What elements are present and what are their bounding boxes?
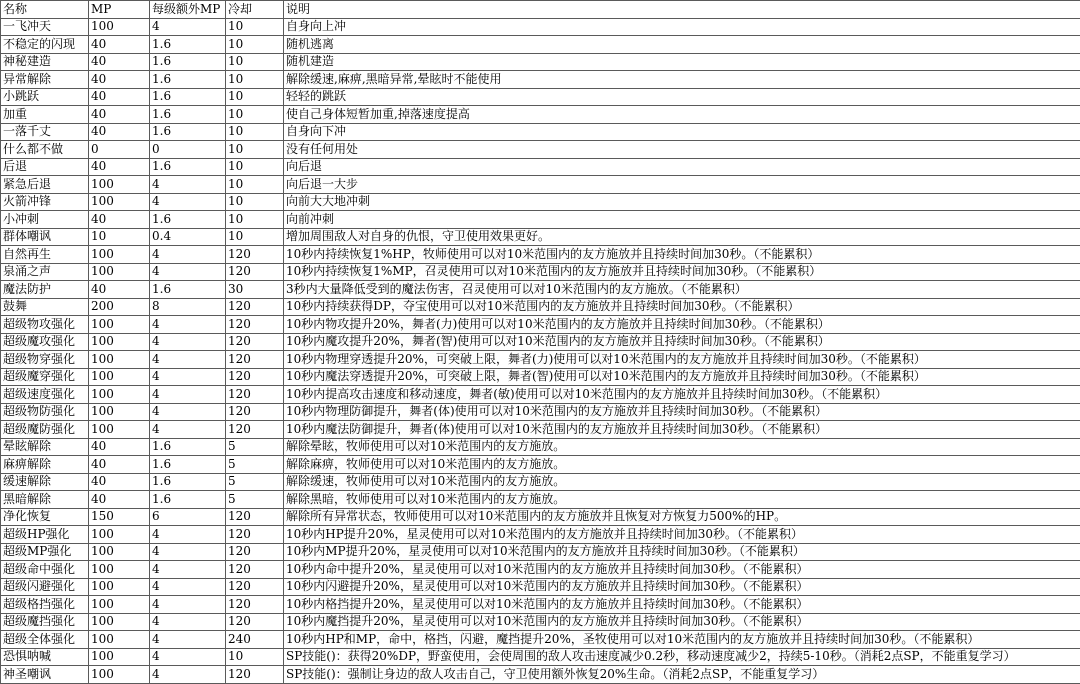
header-mp: MP bbox=[89, 1, 150, 19]
cell-cooldown: 10 bbox=[226, 88, 284, 106]
cell-extra-mp: 4 bbox=[150, 596, 226, 614]
cell-extra-mp: 6 bbox=[150, 508, 226, 526]
cell-name: 群体嘲讽 bbox=[1, 228, 89, 246]
cell-extra-mp: 4 bbox=[150, 316, 226, 334]
cell-extra-mp: 4 bbox=[150, 648, 226, 666]
cell-cooldown: 10 bbox=[226, 193, 284, 211]
cell-name: 什么都不做 bbox=[1, 141, 89, 159]
cell-name: 加重 bbox=[1, 106, 89, 124]
cell-name: 超级物攻强化 bbox=[1, 316, 89, 334]
cell-mp: 100 bbox=[89, 631, 150, 649]
table-row bbox=[1, 526, 1080, 544]
cell-extra-mp: 1.6 bbox=[150, 53, 226, 71]
table-row bbox=[1, 368, 1080, 386]
cell-name: 火箭冲锋 bbox=[1, 193, 89, 211]
table-row bbox=[1, 403, 1080, 421]
cell-cooldown: 10 bbox=[226, 36, 284, 54]
cell-cooldown: 10 bbox=[226, 176, 284, 194]
cell-cooldown: 120 bbox=[226, 351, 284, 369]
cell-name: 异常解除 bbox=[1, 71, 89, 89]
cell-cooldown: 5 bbox=[226, 473, 284, 491]
cell-description: 解除缓速，牧师使用可以对10米范围内的友方施放。 bbox=[284, 473, 1080, 491]
cell-mp: 40 bbox=[89, 158, 150, 176]
cell-name: 神圣嘲讽 bbox=[1, 666, 89, 684]
table-row bbox=[1, 18, 1080, 36]
cell-mp: 200 bbox=[89, 298, 150, 316]
cell-description: 10秒内物理穿透提升20%，可突破上限，舞者(力)使用可以对10米范围内的友方施放并且持续时间加30秒。（不能累积） bbox=[284, 351, 1080, 369]
table-row bbox=[1, 386, 1080, 404]
cell-description: 向后退 bbox=[284, 158, 1080, 176]
cell-cooldown: 5 bbox=[226, 456, 284, 474]
cell-mp: 100 bbox=[89, 263, 150, 281]
cell-name: 超级魔挡强化 bbox=[1, 613, 89, 631]
cell-mp: 100 bbox=[89, 246, 150, 264]
cell-cooldown: 10 bbox=[226, 71, 284, 89]
table-row bbox=[1, 351, 1080, 369]
cell-description: 10秒内魔攻提升20%，舞者(智)使用可以对10米范围内的友方施放并且持续时间加30秒。（不能累积） bbox=[284, 333, 1080, 351]
cell-extra-mp: 1.6 bbox=[150, 123, 226, 141]
cell-extra-mp: 1.6 bbox=[150, 211, 226, 229]
cell-mp: 40 bbox=[89, 281, 150, 299]
cell-cooldown: 120 bbox=[226, 316, 284, 334]
cell-extra-mp: 4 bbox=[150, 631, 226, 649]
cell-description: 向后退一大步 bbox=[284, 176, 1080, 194]
table-row bbox=[1, 473, 1080, 491]
cell-extra-mp: 4 bbox=[150, 561, 226, 579]
cell-mp: 40 bbox=[89, 106, 150, 124]
cell-description: 10秒内物理防御提升，舞者(体)使用可以对10米范围内的友方施放并且持续时间加30秒。（不能累积） bbox=[284, 403, 1080, 421]
cell-description: 10秒内持续获得DP，夺宝使用可以对10米范围内的友方施放并且持续时间加30秒。（不能累积） bbox=[284, 298, 1080, 316]
cell-mp: 40 bbox=[89, 211, 150, 229]
cell-name: 超级HP强化 bbox=[1, 526, 89, 544]
table-row bbox=[1, 438, 1080, 456]
cell-cooldown: 120 bbox=[226, 543, 284, 561]
cell-description: 10秒内HP和MP，命中，格挡，闪避，魔挡提升20%，圣牧使用可以对10米范围内的友方施放并且持续时间加30秒。（不能累积） bbox=[284, 631, 1080, 649]
cell-mp: 40 bbox=[89, 36, 150, 54]
cell-extra-mp: 4 bbox=[150, 578, 226, 596]
cell-mp: 40 bbox=[89, 473, 150, 491]
cell-name: 神秘建造 bbox=[1, 53, 89, 71]
cell-description: 向前大大地冲刺 bbox=[284, 193, 1080, 211]
cell-extra-mp: 4 bbox=[150, 543, 226, 561]
cell-cooldown: 120 bbox=[226, 368, 284, 386]
cell-name: 超级魔穿强化 bbox=[1, 368, 89, 386]
cell-name: 晕眩解除 bbox=[1, 438, 89, 456]
cell-extra-mp: 4 bbox=[150, 421, 226, 439]
cell-name: 超级闪避强化 bbox=[1, 578, 89, 596]
cell-mp: 10 bbox=[89, 228, 150, 246]
cell-description: 10秒内MP提升20%，星灵使用可以对10米范围内的友方施放并且持续时间加30秒。（不能累积） bbox=[284, 543, 1080, 561]
cell-mp: 100 bbox=[89, 193, 150, 211]
table-row bbox=[1, 316, 1080, 334]
cell-cooldown: 10 bbox=[226, 141, 284, 159]
cell-extra-mp: 4 bbox=[150, 176, 226, 194]
table-row bbox=[1, 176, 1080, 194]
table-row bbox=[1, 36, 1080, 54]
cell-mp: 100 bbox=[89, 403, 150, 421]
cell-extra-mp: 4 bbox=[150, 666, 226, 684]
cell-description: SP技能()：强制让身边的敌人攻击自己，守卫使用额外恢复20%生命。（消耗2点SP，不能重复学习） bbox=[284, 666, 1080, 684]
cell-description: 10秒内物攻提升20%，舞者(力)使用可以对10米范围内的友方施放并且持续时间加30秒。（不能累积） bbox=[284, 316, 1080, 334]
cell-mp: 100 bbox=[89, 561, 150, 579]
cell-name: 超级命中强化 bbox=[1, 561, 89, 579]
cell-extra-mp: 1.6 bbox=[150, 491, 226, 509]
cell-mp: 40 bbox=[89, 438, 150, 456]
cell-mp: 100 bbox=[89, 613, 150, 631]
table-row bbox=[1, 631, 1080, 649]
cell-mp: 100 bbox=[89, 578, 150, 596]
cell-name: 超级魔攻强化 bbox=[1, 333, 89, 351]
cell-name: 泉涌之声 bbox=[1, 263, 89, 281]
header-extra-mp: 每级额外MP bbox=[150, 1, 226, 19]
cell-description: 随机建造 bbox=[284, 53, 1080, 71]
cell-mp: 100 bbox=[89, 316, 150, 334]
cell-cooldown: 120 bbox=[226, 386, 284, 404]
cell-name: 麻痹解除 bbox=[1, 456, 89, 474]
cell-cooldown: 10 bbox=[226, 53, 284, 71]
cell-extra-mp: 8 bbox=[150, 298, 226, 316]
cell-description: 没有任何用处 bbox=[284, 141, 1080, 159]
table-row bbox=[1, 228, 1080, 246]
cell-mp: 40 bbox=[89, 123, 150, 141]
cell-description: 使自己身体短暂加重,掉落速度提高 bbox=[284, 106, 1080, 124]
cell-name: 自然再生 bbox=[1, 246, 89, 264]
cell-description: 3秒内大量降低受到的魔法伤害，召灵使用可以对10米范围内的友方施放。（不能累积） bbox=[284, 281, 1080, 299]
table-row bbox=[1, 71, 1080, 89]
cell-cooldown: 10 bbox=[226, 648, 284, 666]
cell-description: 自身向下冲 bbox=[284, 123, 1080, 141]
cell-cooldown: 10 bbox=[226, 211, 284, 229]
cell-description: SP技能()：获得20%DP，野蛮使用，会使周围的敌人攻击速度减少0.2秒，移动速度减少2，持续5-10秒。（消耗2点SP，不能重复学习） bbox=[284, 648, 1080, 666]
table-row bbox=[1, 333, 1080, 351]
cell-description: 解除麻痹，牧师使用可以对10米范围内的友方施放。 bbox=[284, 456, 1080, 474]
cell-description: 10秒内魔挡提升20%，星灵使用可以对10米范围内的友方施放并且持续时间加30秒。（不能累积） bbox=[284, 613, 1080, 631]
cell-mp: 40 bbox=[89, 88, 150, 106]
cell-cooldown: 30 bbox=[226, 281, 284, 299]
cell-cooldown: 10 bbox=[226, 18, 284, 36]
cell-cooldown: 5 bbox=[226, 491, 284, 509]
cell-name: 鼓舞 bbox=[1, 298, 89, 316]
cell-extra-mp: 0 bbox=[150, 141, 226, 159]
cell-extra-mp: 1.6 bbox=[150, 71, 226, 89]
cell-mp: 100 bbox=[89, 526, 150, 544]
cell-mp: 40 bbox=[89, 491, 150, 509]
cell-cooldown: 10 bbox=[226, 228, 284, 246]
table-row bbox=[1, 613, 1080, 631]
cell-extra-mp: 4 bbox=[150, 526, 226, 544]
header-row bbox=[1, 1, 1080, 19]
cell-name: 超级全体强化 bbox=[1, 631, 89, 649]
table-row bbox=[1, 298, 1080, 316]
cell-extra-mp: 4 bbox=[150, 403, 226, 421]
cell-description: 解除缓速,麻痹,黑暗异常,晕眩时不能使用 bbox=[284, 71, 1080, 89]
cell-description: 10秒内魔法穿透提升20%，可突破上限，舞者(智)使用可以对10米范围内的友方施放并且持续时间加30秒。（不能累积） bbox=[284, 368, 1080, 386]
cell-cooldown: 120 bbox=[226, 666, 284, 684]
cell-name: 超级物穿强化 bbox=[1, 351, 89, 369]
table-row bbox=[1, 158, 1080, 176]
cell-mp: 100 bbox=[89, 176, 150, 194]
cell-description: 解除黑暗，牧师使用可以对10米范围内的友方施放。 bbox=[284, 491, 1080, 509]
cell-cooldown: 120 bbox=[226, 333, 284, 351]
cell-mp: 100 bbox=[89, 543, 150, 561]
cell-name: 超级物防强化 bbox=[1, 403, 89, 421]
cell-cooldown: 10 bbox=[226, 123, 284, 141]
cell-name: 超级MP强化 bbox=[1, 543, 89, 561]
cell-cooldown: 120 bbox=[226, 508, 284, 526]
cell-cooldown: 120 bbox=[226, 421, 284, 439]
cell-extra-mp: 1.6 bbox=[150, 36, 226, 54]
cell-description: 10秒内魔法防御提升，舞者(体)使用可以对10米范围内的友方施放并且持续时间加30秒。（不能累积） bbox=[284, 421, 1080, 439]
table-row bbox=[1, 561, 1080, 579]
cell-description: 10秒内HP提升20%，星灵使用可以对10米范围内的友方施放并且持续时间加30秒。（不能累积） bbox=[284, 526, 1080, 544]
header-cooldown: 冷却 bbox=[226, 1, 284, 19]
cell-name: 紧急后退 bbox=[1, 176, 89, 194]
cell-description: 自身向上冲 bbox=[284, 18, 1080, 36]
cell-extra-mp: 1.6 bbox=[150, 473, 226, 491]
table-row bbox=[1, 543, 1080, 561]
cell-description: 10秒内提高攻击速度和移动速度，舞者(敏)使用可以对10米范围内的友方施放并且持续时间加30秒。（不能累积） bbox=[284, 386, 1080, 404]
cell-extra-mp: 0.4 bbox=[150, 228, 226, 246]
cell-mp: 100 bbox=[89, 386, 150, 404]
cell-description: 10秒内闪避提升20%，星灵使用可以对10米范围内的友方施放并且持续时间加30秒。（不能累积） bbox=[284, 578, 1080, 596]
cell-cooldown: 10 bbox=[226, 106, 284, 124]
cell-mp: 100 bbox=[89, 666, 150, 684]
cell-extra-mp: 4 bbox=[150, 386, 226, 404]
cell-cooldown: 120 bbox=[226, 246, 284, 264]
cell-extra-mp: 4 bbox=[150, 613, 226, 631]
table-row bbox=[1, 508, 1080, 526]
cell-description: 随机逃离 bbox=[284, 36, 1080, 54]
cell-cooldown: 120 bbox=[226, 578, 284, 596]
cell-mp: 100 bbox=[89, 333, 150, 351]
cell-description: 解除所有异常状态，牧师使用可以对10米范围内的友方施放并且恢复对方恢复力500%的HP。 bbox=[284, 508, 1080, 526]
cell-cooldown: 120 bbox=[226, 298, 284, 316]
cell-description: 增加周围敌人对自身的仇恨，守卫使用效果更好。 bbox=[284, 228, 1080, 246]
table-row bbox=[1, 141, 1080, 159]
cell-name: 恐惧呐喊 bbox=[1, 648, 89, 666]
header-name: 名称 bbox=[1, 1, 89, 19]
cell-name: 超级魔防强化 bbox=[1, 421, 89, 439]
cell-extra-mp: 1.6 bbox=[150, 281, 226, 299]
table-row bbox=[1, 281, 1080, 299]
cell-extra-mp: 4 bbox=[150, 368, 226, 386]
table-row bbox=[1, 578, 1080, 596]
cell-mp: 150 bbox=[89, 508, 150, 526]
cell-name: 超级速度强化 bbox=[1, 386, 89, 404]
table-body bbox=[1, 18, 1080, 683]
cell-name: 超级格挡强化 bbox=[1, 596, 89, 614]
cell-cooldown: 120 bbox=[226, 263, 284, 281]
cell-mp: 40 bbox=[89, 71, 150, 89]
header-description: 说明 bbox=[284, 1, 1080, 19]
cell-extra-mp: 4 bbox=[150, 18, 226, 36]
cell-extra-mp: 1.6 bbox=[150, 456, 226, 474]
cell-cooldown: 5 bbox=[226, 438, 284, 456]
cell-extra-mp: 4 bbox=[150, 246, 226, 264]
cell-cooldown: 10 bbox=[226, 158, 284, 176]
cell-mp: 100 bbox=[89, 368, 150, 386]
cell-mp: 100 bbox=[89, 596, 150, 614]
table-row bbox=[1, 421, 1080, 439]
table-row bbox=[1, 456, 1080, 474]
cell-extra-mp: 1.6 bbox=[150, 158, 226, 176]
table-row bbox=[1, 491, 1080, 509]
table-row bbox=[1, 106, 1080, 124]
cell-name: 小冲刺 bbox=[1, 211, 89, 229]
cell-extra-mp: 4 bbox=[150, 333, 226, 351]
cell-mp: 100 bbox=[89, 18, 150, 36]
table-row bbox=[1, 53, 1080, 71]
cell-name: 一落千丈 bbox=[1, 123, 89, 141]
cell-description: 解除晕眩，牧师使用可以对10米范围内的友方施放。 bbox=[284, 438, 1080, 456]
table-row bbox=[1, 246, 1080, 264]
cell-name: 不稳定的闪现 bbox=[1, 36, 89, 54]
cell-cooldown: 240 bbox=[226, 631, 284, 649]
cell-name: 净化恢复 bbox=[1, 508, 89, 526]
cell-description: 向前冲刺 bbox=[284, 211, 1080, 229]
cell-extra-mp: 1.6 bbox=[150, 438, 226, 456]
cell-cooldown: 120 bbox=[226, 561, 284, 579]
cell-mp: 100 bbox=[89, 648, 150, 666]
table-row bbox=[1, 263, 1080, 281]
cell-mp: 0 bbox=[89, 141, 150, 159]
cell-name: 缓速解除 bbox=[1, 473, 89, 491]
cell-description: 10秒内格挡提升20%，星灵使用可以对10米范围内的友方施放并且持续时间加30秒。（不能累积） bbox=[284, 596, 1080, 614]
cell-extra-mp: 4 bbox=[150, 193, 226, 211]
cell-cooldown: 120 bbox=[226, 403, 284, 421]
table-row bbox=[1, 123, 1080, 141]
cell-description: 10秒内持续恢复1%MP，召灵使用可以对10米范围内的友方施放并且持续时间加30秒。（不能累积） bbox=[284, 263, 1080, 281]
cell-extra-mp: 1.6 bbox=[150, 106, 226, 124]
cell-cooldown: 120 bbox=[226, 596, 284, 614]
cell-name: 一飞冲天 bbox=[1, 18, 89, 36]
table-row bbox=[1, 193, 1080, 211]
cell-name: 黑暗解除 bbox=[1, 491, 89, 509]
cell-mp: 100 bbox=[89, 421, 150, 439]
table-row bbox=[1, 666, 1080, 684]
table-row bbox=[1, 88, 1080, 106]
table-row bbox=[1, 648, 1080, 666]
cell-name: 魔法防护 bbox=[1, 281, 89, 299]
cell-description: 轻轻的跳跃 bbox=[284, 88, 1080, 106]
cell-description: 10秒内命中提升20%，星灵使用可以对10米范围内的友方施放并且持续时间加30秒。（不能累积） bbox=[284, 561, 1080, 579]
table-row bbox=[1, 596, 1080, 614]
cell-cooldown: 120 bbox=[226, 526, 284, 544]
cell-cooldown: 120 bbox=[226, 613, 284, 631]
cell-extra-mp: 4 bbox=[150, 351, 226, 369]
cell-mp: 40 bbox=[89, 456, 150, 474]
table-row bbox=[1, 211, 1080, 229]
cell-extra-mp: 1.6 bbox=[150, 88, 226, 106]
cell-description: 10秒内持续恢复1%HP，牧师使用可以对10米范围内的友方施放并且持续时间加30秒。（不能累积） bbox=[284, 246, 1080, 264]
cell-name: 小跳跃 bbox=[1, 88, 89, 106]
cell-extra-mp: 4 bbox=[150, 263, 226, 281]
cell-mp: 100 bbox=[89, 351, 150, 369]
cell-mp: 40 bbox=[89, 53, 150, 71]
cell-name: 后退 bbox=[1, 158, 89, 176]
